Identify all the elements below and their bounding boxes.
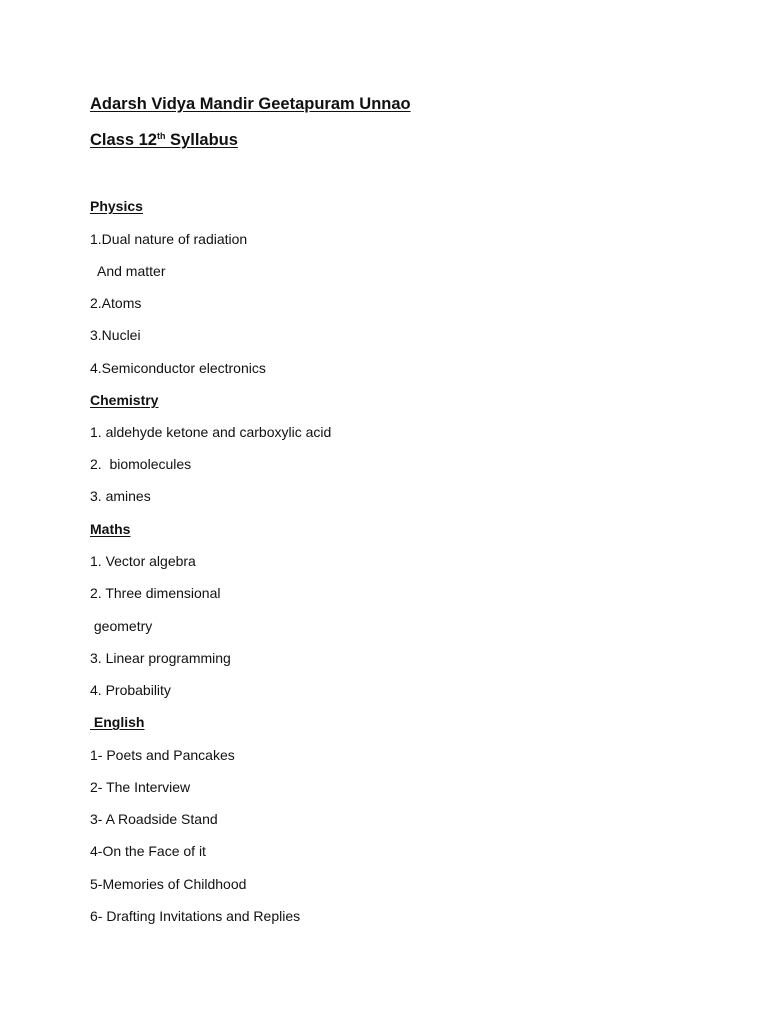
class-title xyxy=(90,129,238,151)
section-heading-maths: Maths xyxy=(90,521,131,537)
list-item: 1. aldehyde ketone and carboxylic acid xyxy=(90,424,332,440)
list-item: 1.Dual nature of radiation xyxy=(90,231,248,247)
list-item: 2- The Interview xyxy=(90,779,191,795)
list-item: 5-Memories of Childhood xyxy=(90,876,247,892)
section-heading-physics: Physics xyxy=(90,198,143,214)
list-item: 2. Three dimensional xyxy=(90,585,221,601)
list-item: 3. Linear programming xyxy=(90,650,231,666)
list-item: 4.Semiconductor electronics xyxy=(90,360,266,376)
school-title: Adarsh Vidya Mandir Geetapuram Unnao xyxy=(90,95,411,113)
list-item: 3- A Roadside Stand xyxy=(90,811,218,827)
list-item: 1. Vector algebra xyxy=(90,553,196,569)
class-title-prefix: Class 12 xyxy=(90,131,157,149)
list-item: 4. Probability xyxy=(90,682,171,698)
list-item: geometry xyxy=(90,618,153,634)
class-title-superscript: th xyxy=(156,131,166,141)
section-heading-english: English xyxy=(90,714,145,730)
list-item: 6- Drafting Invitations and Replies xyxy=(90,908,301,924)
list-item: 2.Atoms xyxy=(90,295,142,311)
class-title-suffix: Syllabus xyxy=(165,131,238,149)
list-item: 3. amines xyxy=(90,488,151,504)
list-item: 1- Poets and Pancakes xyxy=(90,747,235,763)
list-item: 3.Nuclei xyxy=(90,327,141,343)
section-heading-chemistry: Chemistry xyxy=(90,392,159,408)
list-item: And matter xyxy=(90,263,166,279)
list-item: 2. biomolecules xyxy=(90,456,192,472)
list-item: 4-On the Face of it xyxy=(90,843,206,859)
